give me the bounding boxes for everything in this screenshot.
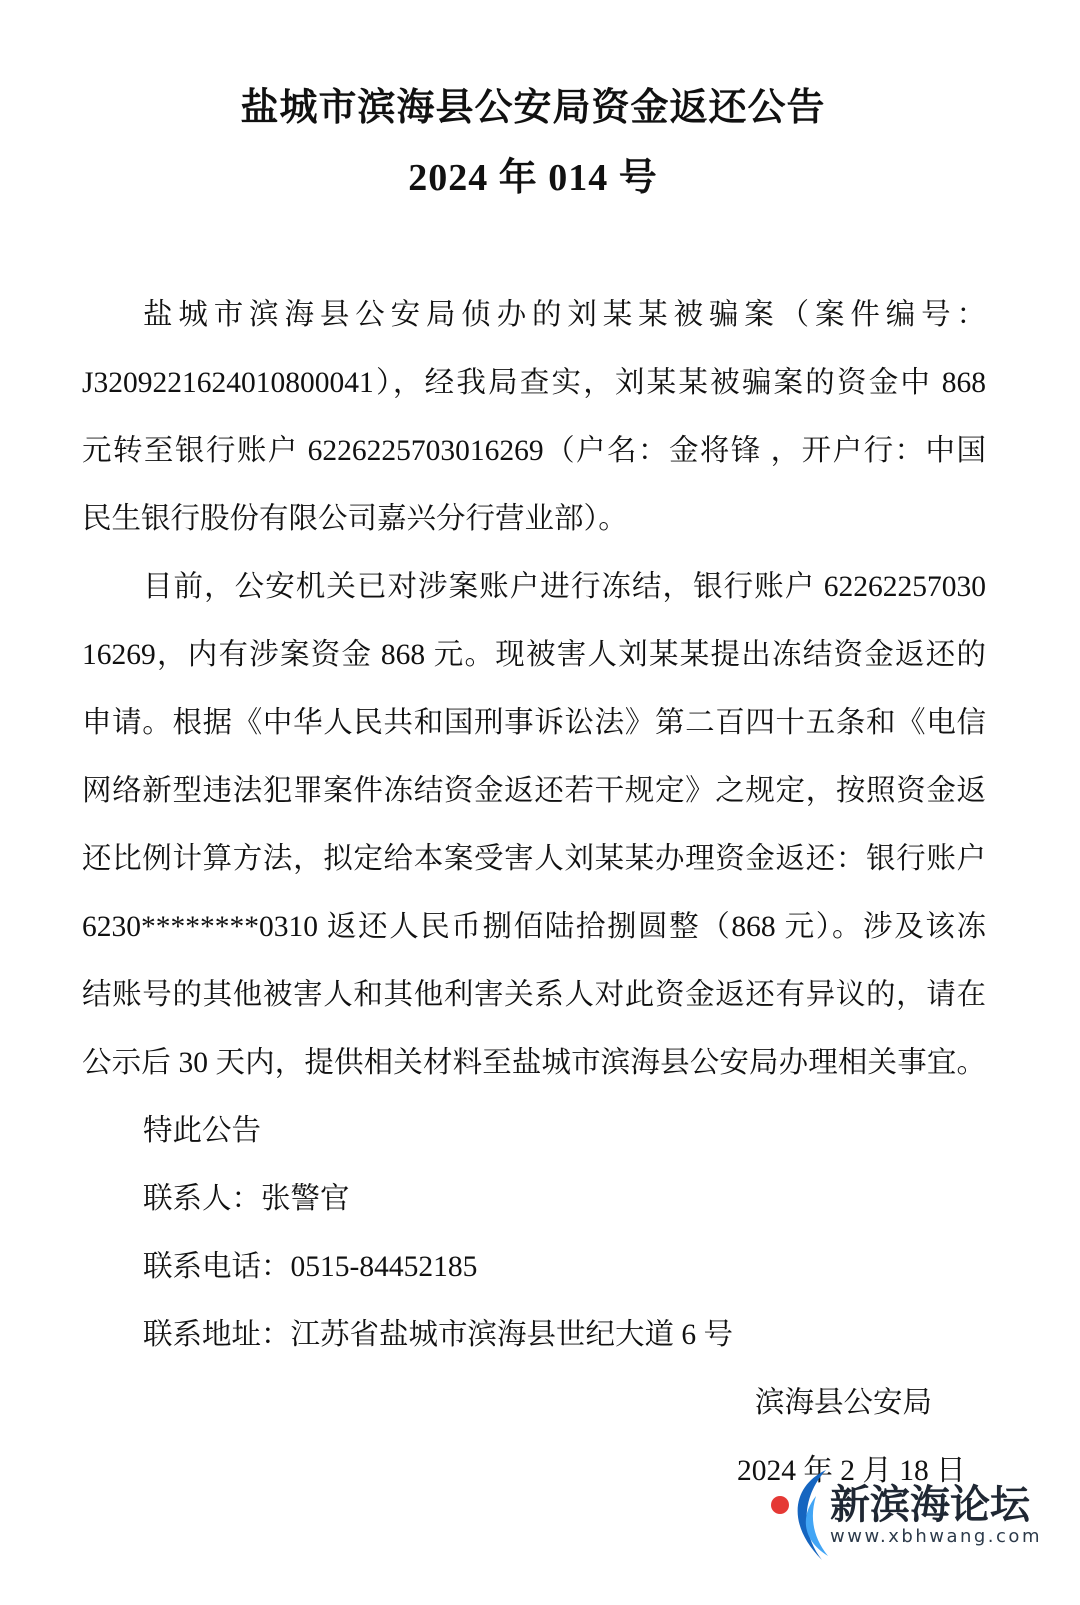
contact-address: 联系地址：江苏省盐城市滨海县世纪大道 6 号 [143, 1319, 734, 1351]
paragraph-1-line: 盐城市滨海县公安局侦办的刘某某被骗案（案件编号： [143, 299, 986, 331]
notice-number: 2024 年 014 号 [408, 157, 658, 199]
paragraph-1-line: 民生银行股份有限公司嘉兴分行营业部）。 [82, 503, 628, 535]
contact-phone: 联系电话：0515-84452185 [143, 1251, 478, 1283]
xbh-logo-icon [762, 1462, 832, 1562]
signature-org: 滨海县公安局 [755, 1387, 933, 1419]
watermark-site-url: www.xbhwang.com [830, 1526, 1042, 1547]
notice-title: 盐城市滨海县公安局资金返还公告 [240, 87, 826, 129]
paragraph-2-line: 申请。根据《中华人民共和国刑事诉讼法》第二百四十五条和《电信 [82, 707, 986, 739]
paragraph-2-line: 6230********0310 返还人民币捌佰陆拾捌圆整（868 元）。涉及该冻 [82, 911, 986, 943]
paragraph-1-line: 元转至银行账户 6226225703016269（户名：金将锋 ，开户行：中国 [82, 435, 986, 467]
logo-dot [771, 1496, 789, 1514]
closing-text: 特此公告 [143, 1115, 262, 1147]
paragraph-2-line: 结账号的其他被害人和其他利害关系人对此资金返还有异议的，请在 [82, 979, 986, 1011]
paragraph-2-line: 16269，内有涉案资金 868 元。现被害人刘某某提出冻结资金返还的 [82, 639, 986, 671]
paragraph-2-line: 公示后 30 天内，提供相关材料至盐城市滨海县公安局办理相关事宜。 [82, 1047, 986, 1079]
paragraph-2-line: 网络新型违法犯罪案件冻结资金返还若干规定》之规定，按照资金返 [82, 775, 986, 807]
logo-swoosh-light [806, 1496, 828, 1556]
contact-person: 联系人：张警官 [143, 1183, 350, 1215]
paragraph-1-line: J3209221624010800041），经我局查实，刘某某被骗案的资金中 868 [82, 367, 986, 399]
paragraph-2-line: 还比例计算方法，拟定给本案受害人刘某某办理资金返还：银行账户 [82, 843, 986, 875]
signature-date: 2024 年 2 月 18 日 [737, 1455, 966, 1487]
watermark-site-name: 新滨海论坛 [830, 1482, 1030, 1528]
site-watermark [762, 1462, 1062, 1572]
paragraph-2-line: 目前，公安机关已对涉案账户进行冻结，银行账户 62262257030 [143, 571, 986, 603]
